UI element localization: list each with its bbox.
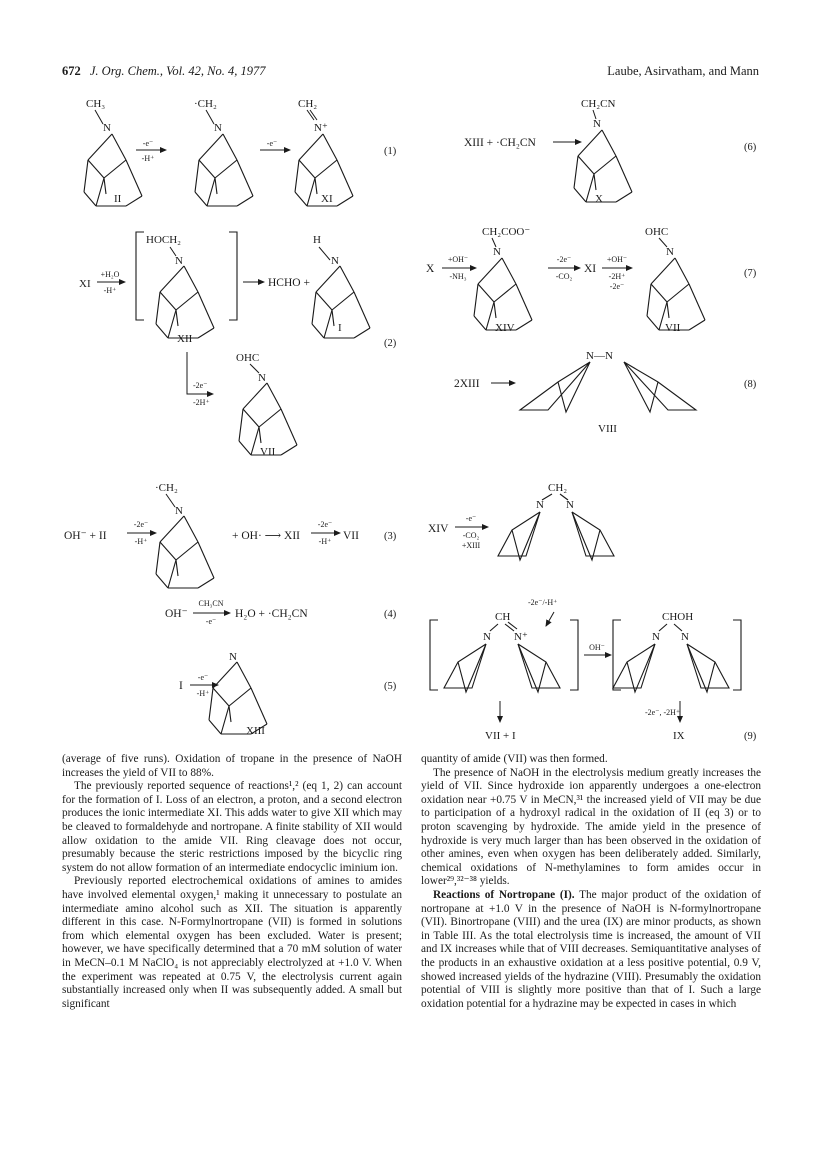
section-heading: Reactions of Nortropane (I). bbox=[433, 888, 575, 901]
svg-text:-2e⁻: -2e⁻ bbox=[133, 520, 149, 529]
eq-number-7: (7) bbox=[744, 268, 757, 279]
svg-text:N: N bbox=[652, 631, 660, 643]
equation-3 bbox=[64, 482, 397, 588]
svg-text:·CH₂: ·CH₂ bbox=[155, 482, 178, 494]
svg-text:-2H⁺: -2H⁺ bbox=[193, 398, 210, 407]
equation-1 bbox=[84, 98, 397, 206]
page-number: 672 bbox=[62, 64, 81, 78]
equation-8 bbox=[454, 350, 757, 435]
svg-text:N: N bbox=[593, 118, 601, 130]
equation-6 bbox=[464, 98, 757, 205]
svg-text:N: N bbox=[175, 505, 183, 517]
svg-text:XIV: XIV bbox=[428, 523, 449, 535]
svg-text:N: N bbox=[681, 631, 689, 643]
svg-text:-e⁻: -e⁻ bbox=[205, 617, 217, 626]
svg-text:-2e⁻: -2e⁻ bbox=[193, 381, 208, 390]
paragraph: The presence of NaOH in the electrolysis medium greatly increases the yield of VII. Since hydroxide ion apparently undergoes a one-electron oxidation near +0.75 V in MeCN,³¹ the increased yield of VII may be due to participation of a hydroxyl radical in the oxidation of II (eq 3) or to proton scavenging by hydroxide. The amide yield in the presence of hydroxide is very much larger than has been observed in the oxidation of other amines, even when oxygen has been deliberately added. Similarly, chemical oxidations of N-methylamines to form amides occur in lower²⁹,³²⁻³⁸ yields. bbox=[421, 766, 761, 888]
compound-label-vii: VII bbox=[260, 446, 276, 458]
svg-text:N: N bbox=[566, 499, 574, 511]
svg-text:-CO₂: -CO₂ bbox=[555, 272, 573, 281]
svg-text:-e⁻: -e⁻ bbox=[465, 514, 477, 523]
svg-text:N: N bbox=[666, 246, 674, 258]
compound-label-viii: VIII bbox=[598, 423, 617, 435]
svg-text:N: N bbox=[536, 499, 544, 511]
svg-text:N: N bbox=[214, 122, 222, 134]
svg-text:N: N bbox=[331, 255, 339, 267]
paragraph: The previously reported sequence of reactions¹,² (eq 1, 2) can account for the formation of I. Loss of an electron, a proton, and a second electron produces the ionic intermediate XI. This adds water to give XII which may be cleaved to formaldehyde and nortropane. A finite stability of XII would allow oxidation to the amide VII. Ring cleavage does not occur, presumably because the steric restrictions imposed by the bicyclic ring system do not allow formation of an intermediate endocyclic iminium ion. bbox=[62, 780, 402, 874]
svg-text:OHC: OHC bbox=[236, 352, 260, 364]
svg-text:+OH⁻: +OH⁻ bbox=[447, 255, 469, 264]
paragraph: quantity of amide (VII) was then formed. bbox=[421, 753, 608, 765]
svg-text:2XIII: 2XIII bbox=[454, 378, 480, 390]
svg-text:CH₂COO⁻: CH₂COO⁻ bbox=[482, 226, 531, 238]
eq-number-1: (1) bbox=[384, 146, 397, 157]
svg-text:N: N bbox=[258, 372, 266, 384]
eq-number-9: (9) bbox=[744, 731, 757, 742]
svg-text:CHOH: CHOH bbox=[662, 611, 694, 623]
svg-text:+XIII: +XIII bbox=[461, 541, 481, 550]
svg-text:-H⁺: -H⁺ bbox=[318, 537, 332, 546]
svg-text:-H⁺: -H⁺ bbox=[141, 154, 155, 163]
svg-text:-2e⁻: -2e⁻ bbox=[317, 520, 333, 529]
equation-7 bbox=[426, 226, 757, 334]
eq-number-3: (3) bbox=[384, 531, 397, 542]
svg-text:I: I bbox=[179, 680, 183, 692]
svg-text:N: N bbox=[229, 651, 237, 663]
svg-text:-e⁻: -e⁻ bbox=[197, 673, 209, 682]
svg-text:H: H bbox=[313, 234, 321, 246]
eq1-n: N bbox=[103, 122, 111, 134]
compound-label-xii: XII bbox=[177, 333, 193, 345]
eq1-sub-ch2: CH₂ bbox=[298, 98, 318, 110]
svg-text:VII: VII bbox=[343, 530, 359, 542]
compound-label-vii-b: VII bbox=[665, 322, 681, 334]
svg-text:+ OH· ⟶ XII: + OH· ⟶ XII bbox=[232, 530, 301, 542]
svg-text:-e⁻: -e⁻ bbox=[266, 139, 278, 148]
svg-text:-H⁺: -H⁺ bbox=[103, 286, 117, 295]
svg-text:CH₂CN: CH₂CN bbox=[581, 98, 616, 110]
eq-number-2: (2) bbox=[384, 338, 397, 349]
eq-number-6: (6) bbox=[744, 142, 757, 153]
paragraph-nortropane bbox=[421, 889, 761, 1011]
svg-text:CH: CH bbox=[495, 611, 511, 623]
svg-text:XIII + ·CH₂CN: XIII + ·CH₂CN bbox=[464, 137, 536, 149]
eq1-sub-ch3: CH₃ bbox=[86, 98, 106, 110]
compound-label-ii: II bbox=[114, 193, 122, 205]
compound-label-xiv: XIV bbox=[495, 322, 515, 334]
svg-text:-H⁺: -H⁺ bbox=[134, 537, 148, 546]
svg-text:-CO₂: -CO₂ bbox=[462, 531, 480, 540]
svg-text:-e⁻: -e⁻ bbox=[142, 139, 154, 148]
svg-text:+H₂O: +H₂O bbox=[100, 270, 120, 279]
hydrazine-nn: N—N bbox=[586, 350, 613, 362]
equation-4 bbox=[165, 599, 397, 626]
tropane-ring-ii bbox=[84, 134, 142, 206]
svg-text:-2e⁻: -2e⁻ bbox=[556, 255, 572, 264]
eq-number-8: (8) bbox=[744, 379, 757, 390]
paragraph: (average of five runs). Oxidation of tropane in the presence of NaOH increases the yield of VII to 88%. bbox=[62, 753, 402, 779]
paragraph: Previously reported electrochemical oxidations of amines to amides have involved elemental oxygen,¹ making it unnecessary to postulate an intermediate amino alcohol such as XII. The situation is apparently different in this case. N-Formylnortropane (VII) is formed in solutions from which elemental oxygen has been excluded. Water is present; however, we have specifically determined that a 70 mM solution of water in MeCN–0.1 M NaClO₄ is not appreciably electrolyzed at +1.0 V. When the experiment was repeated at 0.75 V, the electrolysis current again substantially increased only when II was subsequently added. A small but significant bbox=[62, 875, 402, 1010]
svg-text:-2H⁺: -2H⁺ bbox=[608, 272, 626, 281]
svg-text:OHC: OHC bbox=[645, 226, 669, 238]
eq9-products: VII + I bbox=[485, 730, 516, 742]
svg-text:CH₃CN: CH₃CN bbox=[198, 599, 224, 608]
compound-label-xiii: XIII bbox=[246, 725, 265, 737]
equation-9 bbox=[428, 482, 757, 742]
svg-text:-2e⁻/-H⁺: -2e⁻/-H⁺ bbox=[528, 598, 558, 607]
eq-number-5: (5) bbox=[384, 681, 397, 692]
compound-label-ix: IX bbox=[673, 730, 685, 742]
body-column-right bbox=[421, 753, 761, 1011]
svg-text:XI: XI bbox=[584, 263, 597, 275]
eq1-sub-ch2-radical: ·CH₂ bbox=[194, 98, 217, 110]
svg-text:N: N bbox=[483, 631, 491, 643]
paragraph-text: The major product of the oxidation of nortropane at +1.0 V in the presence of NaOH is N-formylnortropane (VII). Binortropane (VIII) and the urea (IX) are minor products, as shown in Table III. As the total electrolysis time is increased, the amount of VII and IX increases while that of VIII decreases. Semiquantitative analyses of the products in an exhaustive oxidation at a less positive potential, 0.9 V, showed increased yields of the hydrazine (VIII). Presumably the oxidation potential of VIII is slightly more positive than that of I. Such a large oxidation potential for a hydrazine may be expected in cases in which bbox=[421, 888, 761, 1010]
eq-number-4: (4) bbox=[384, 609, 397, 620]
svg-text:N: N bbox=[493, 246, 501, 258]
svg-text:OH⁻: OH⁻ bbox=[165, 608, 188, 620]
eq2-sub-hoch2: HOCH₂ bbox=[146, 234, 182, 246]
svg-text:-H⁺: -H⁺ bbox=[196, 689, 210, 698]
svg-text:-2e⁻: -2e⁻ bbox=[609, 282, 625, 291]
svg-text:-2e⁻, -2H⁺: -2e⁻, -2H⁺ bbox=[645, 708, 681, 717]
svg-text:OH⁻ + II: OH⁻ + II bbox=[64, 530, 107, 542]
running-header-authors: Laube, Asirvatham, and Mann bbox=[607, 64, 759, 78]
svg-text:XI: XI bbox=[79, 278, 91, 290]
compound-label-xi: XI bbox=[321, 193, 333, 205]
svg-text:H₂O + ·CH₂CN: H₂O + ·CH₂CN bbox=[235, 608, 308, 620]
formaldehyde-product: HCHO + bbox=[268, 277, 310, 289]
svg-text:N⁺: N⁺ bbox=[514, 631, 528, 643]
svg-text:-NH₃: -NH₃ bbox=[449, 272, 467, 281]
body-column-left bbox=[62, 753, 402, 1011]
compound-label-i: I bbox=[338, 322, 342, 334]
iminium-n-plus: N⁺ bbox=[314, 122, 328, 134]
journal-citation: J. Org. Chem., Vol. 42, No. 4, 1977 bbox=[89, 64, 266, 78]
svg-text:+OH⁻: +OH⁻ bbox=[606, 255, 628, 264]
svg-text:X: X bbox=[426, 263, 435, 275]
equation-5 bbox=[179, 651, 397, 737]
compound-label-x: X bbox=[595, 193, 603, 205]
equation-2 bbox=[79, 232, 397, 458]
methylene-bridge: CH₂ bbox=[548, 482, 568, 494]
svg-text:OH⁻: OH⁻ bbox=[589, 643, 605, 652]
svg-text:N: N bbox=[175, 255, 183, 267]
